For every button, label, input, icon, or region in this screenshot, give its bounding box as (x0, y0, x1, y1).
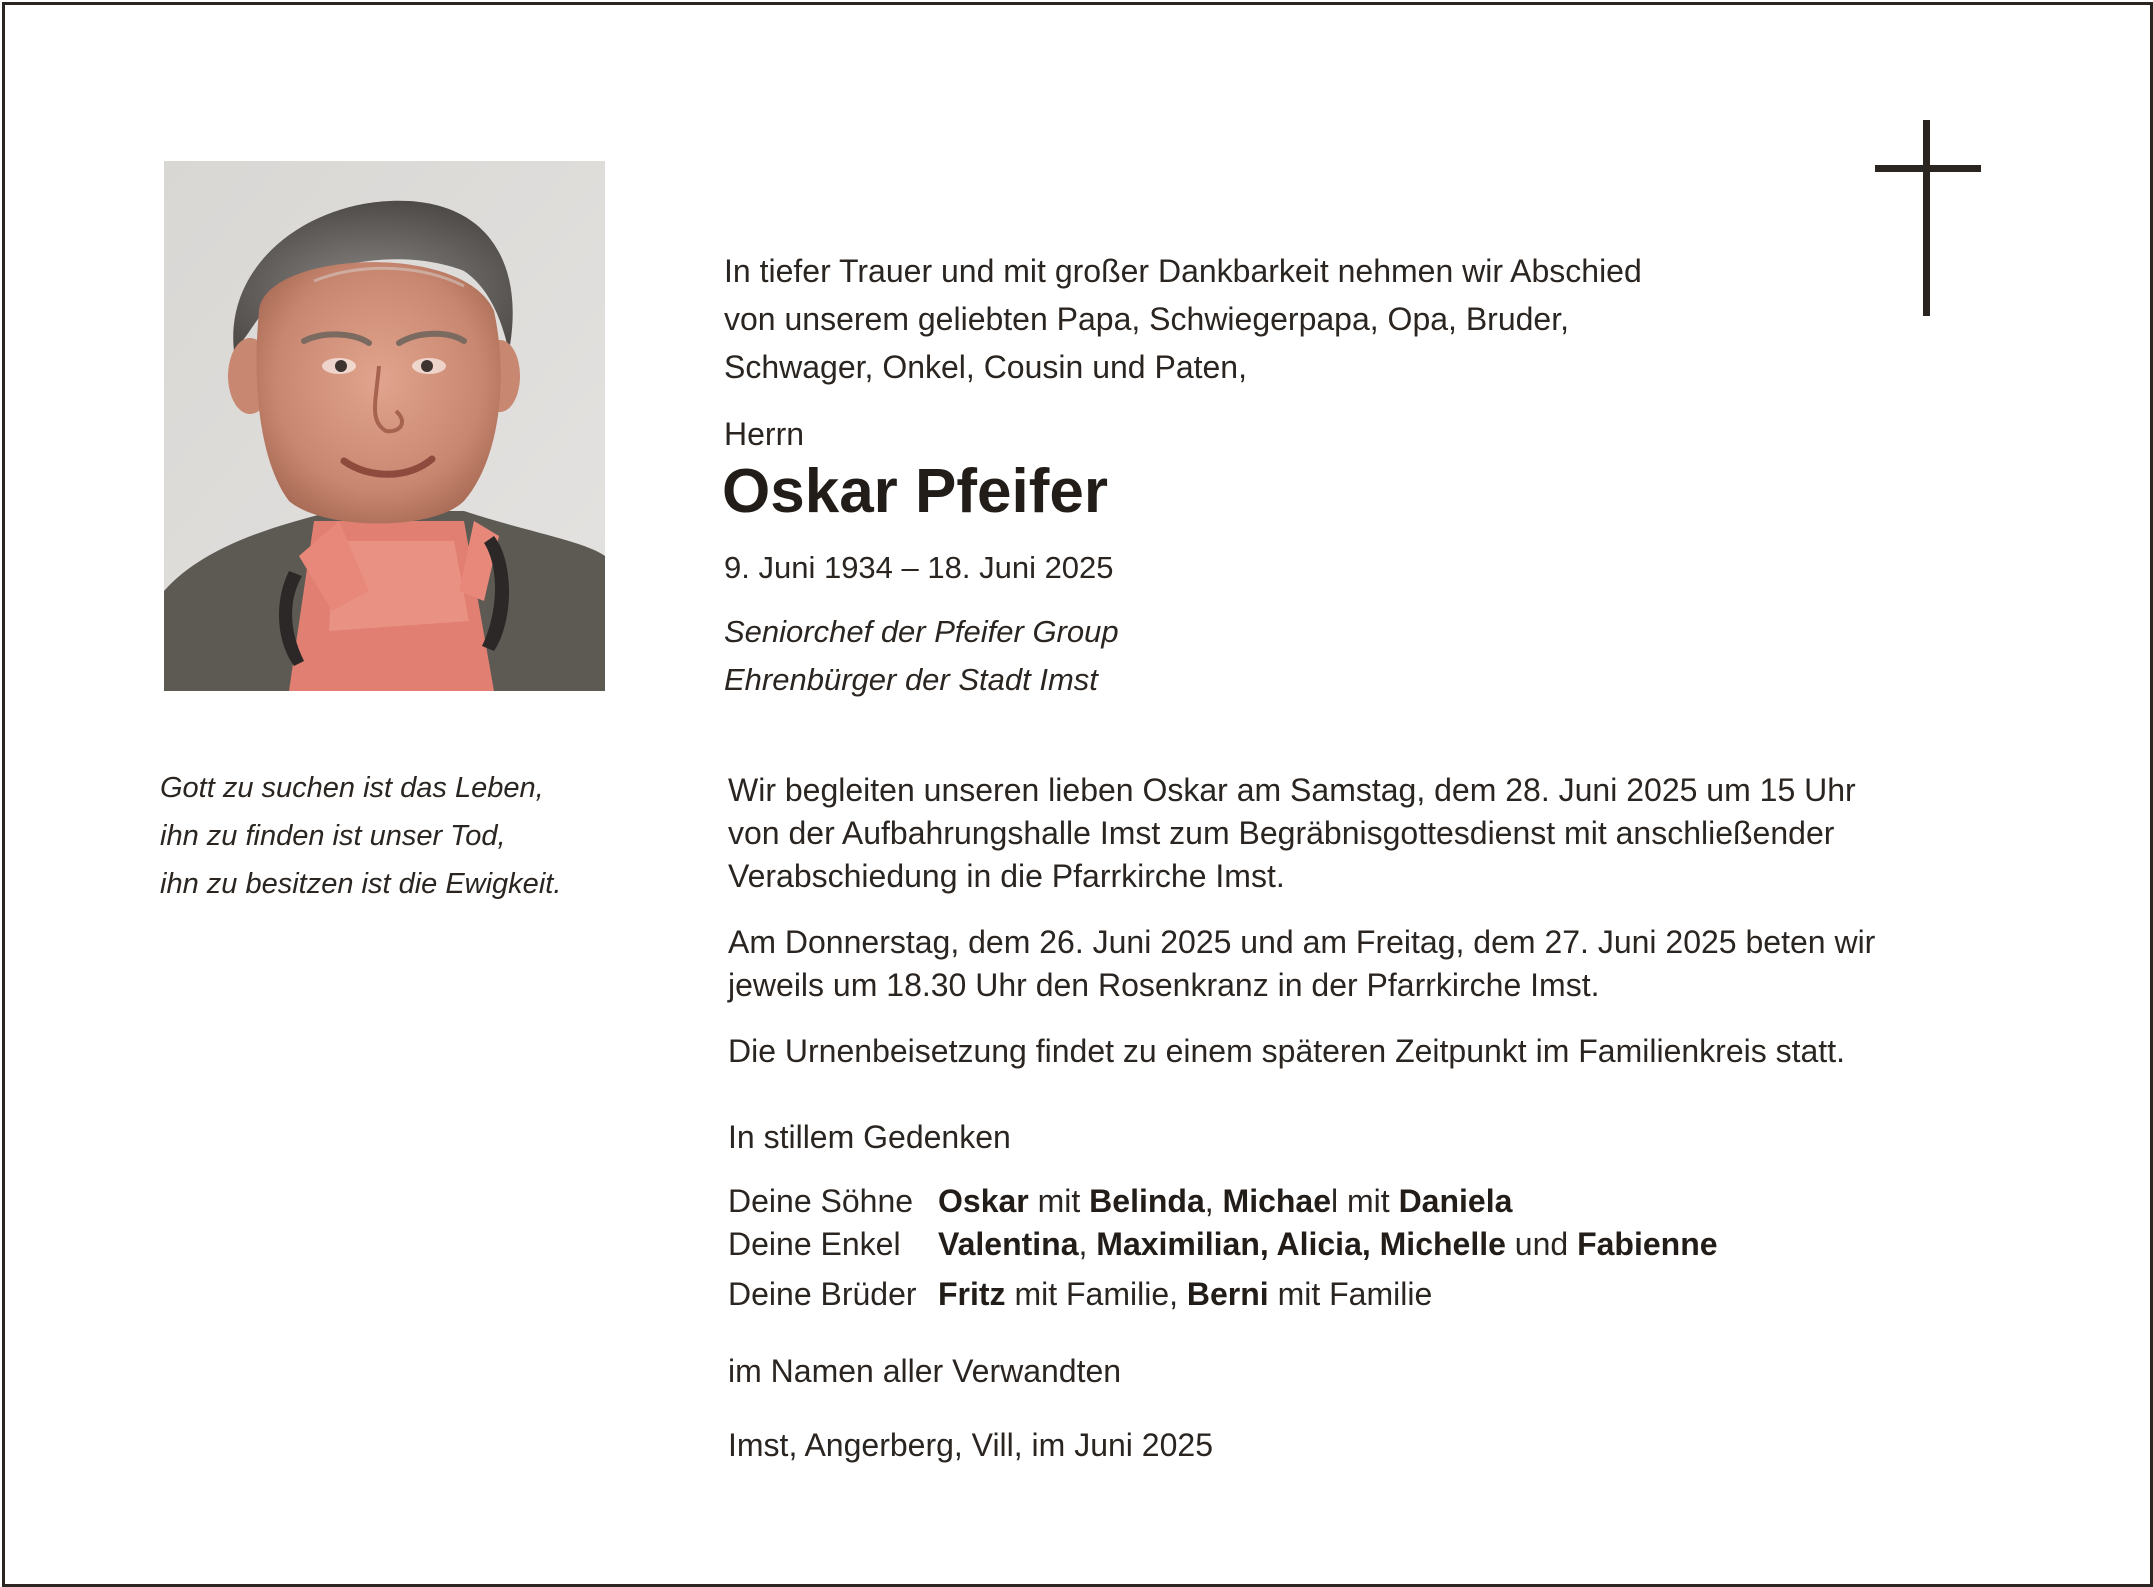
announcement-line: Am Donnerstag, dem 26. Juni 2025 und am Freitag, dem 27. Juni 2025 beten wir (728, 924, 1876, 960)
quote-line: ihn zu besitzen ist die Ewigkeit. (160, 868, 562, 900)
announcement-line: Wir begleiten unseren lieben Oskar am Samstag, dem 28. Juni 2025 um 15 Uhr (728, 772, 1856, 808)
connector-text: , (1078, 1226, 1097, 1262)
title-line: Seniorchef der Pfeifer Group (724, 614, 1119, 649)
intro-line: In tiefer Trauer und mit großer Dankbarkeit nehmen wir Abschied (724, 253, 1642, 289)
rosary-announcement (728, 921, 1875, 1007)
urn-announcement (728, 1030, 1845, 1073)
connector-text: und (1505, 1226, 1578, 1262)
life-dates: 9. Juni 1934 – 18. Juni 2025 (724, 550, 1114, 585)
closing-line: im Namen aller Verwandten (728, 1353, 1122, 1389)
intro-text (724, 247, 1642, 391)
family-label: Deine Brüder (728, 1276, 917, 1312)
member-name: Daniela (1398, 1183, 1513, 1219)
family-members (938, 1180, 1512, 1223)
announcement-line: jeweils um 18.30 Uhr den Rosenkranz in der Pfarrkirche Imst. (728, 967, 1600, 1003)
announcement-line: von der Aufbahrungshalle Imst zum Begräbnisgottesdienst mit anschließender (728, 815, 1835, 851)
connector-text: mit Familie, (1005, 1276, 1187, 1312)
mourners-heading: In stillem Gedenken (728, 1119, 1011, 1155)
intro-line: Schwager, Onkel, Cousin und Paten, (724, 349, 1247, 385)
member-name: Berni (1186, 1276, 1269, 1312)
member-name: Fritz (938, 1276, 1006, 1312)
family-row-sons (728, 1180, 1718, 1223)
intro-line: von unserem geliebten Papa, Schwiegerpapa, Opa, Bruder, (724, 301, 1569, 337)
member-name: Maximilian, Alicia, Michelle (1096, 1226, 1506, 1262)
family-members (938, 1223, 1718, 1266)
quote-line: ihn zu finden ist unser Tod, (160, 820, 506, 852)
announcement-line: Verabschiedung in die Pfarrkirche Imst. (728, 858, 1285, 894)
place-date: Imst, Angerberg, Vill, im Juni 2025 (728, 1427, 1213, 1463)
member-name: Fabienne (1577, 1226, 1718, 1262)
family-label: Deine Enkel (728, 1226, 901, 1262)
family-members (938, 1273, 1432, 1316)
connector-text: mit Familie (1268, 1276, 1433, 1312)
cross-horizontal-bar (1875, 165, 1981, 172)
family-row-grandchildren (728, 1223, 1718, 1266)
cross-vertical-bar (1923, 120, 1930, 316)
family-row-brothers (728, 1273, 1718, 1316)
quote-block (160, 764, 720, 908)
deceased-titles (724, 608, 1119, 704)
family-label: Deine Söhne (728, 1183, 914, 1219)
connector-text: l mit (1331, 1183, 1399, 1219)
connector-text: mit (1028, 1183, 1090, 1219)
title-line: Ehrenbürger der Stadt Imst (724, 662, 1098, 697)
member-name: Michae (1222, 1183, 1332, 1219)
salutation: Herrn (724, 416, 805, 452)
deceased-name: Oskar Pfeifer (722, 457, 1108, 526)
member-name: Belinda (1089, 1183, 1205, 1219)
family-list (728, 1180, 1718, 1316)
funeral-announcement (728, 769, 1856, 898)
connector-text: , (1204, 1183, 1223, 1219)
quote-line: Gott zu suchen ist das Leben, (160, 772, 544, 804)
announcement-line: Die Urnenbeisetzung findet zu einem späteren Zeitpunkt im Familienkreis statt. (728, 1033, 1845, 1069)
member-name: Valentina (938, 1226, 1079, 1262)
member-name: Oskar (938, 1183, 1029, 1219)
portrait-photo (164, 161, 605, 691)
